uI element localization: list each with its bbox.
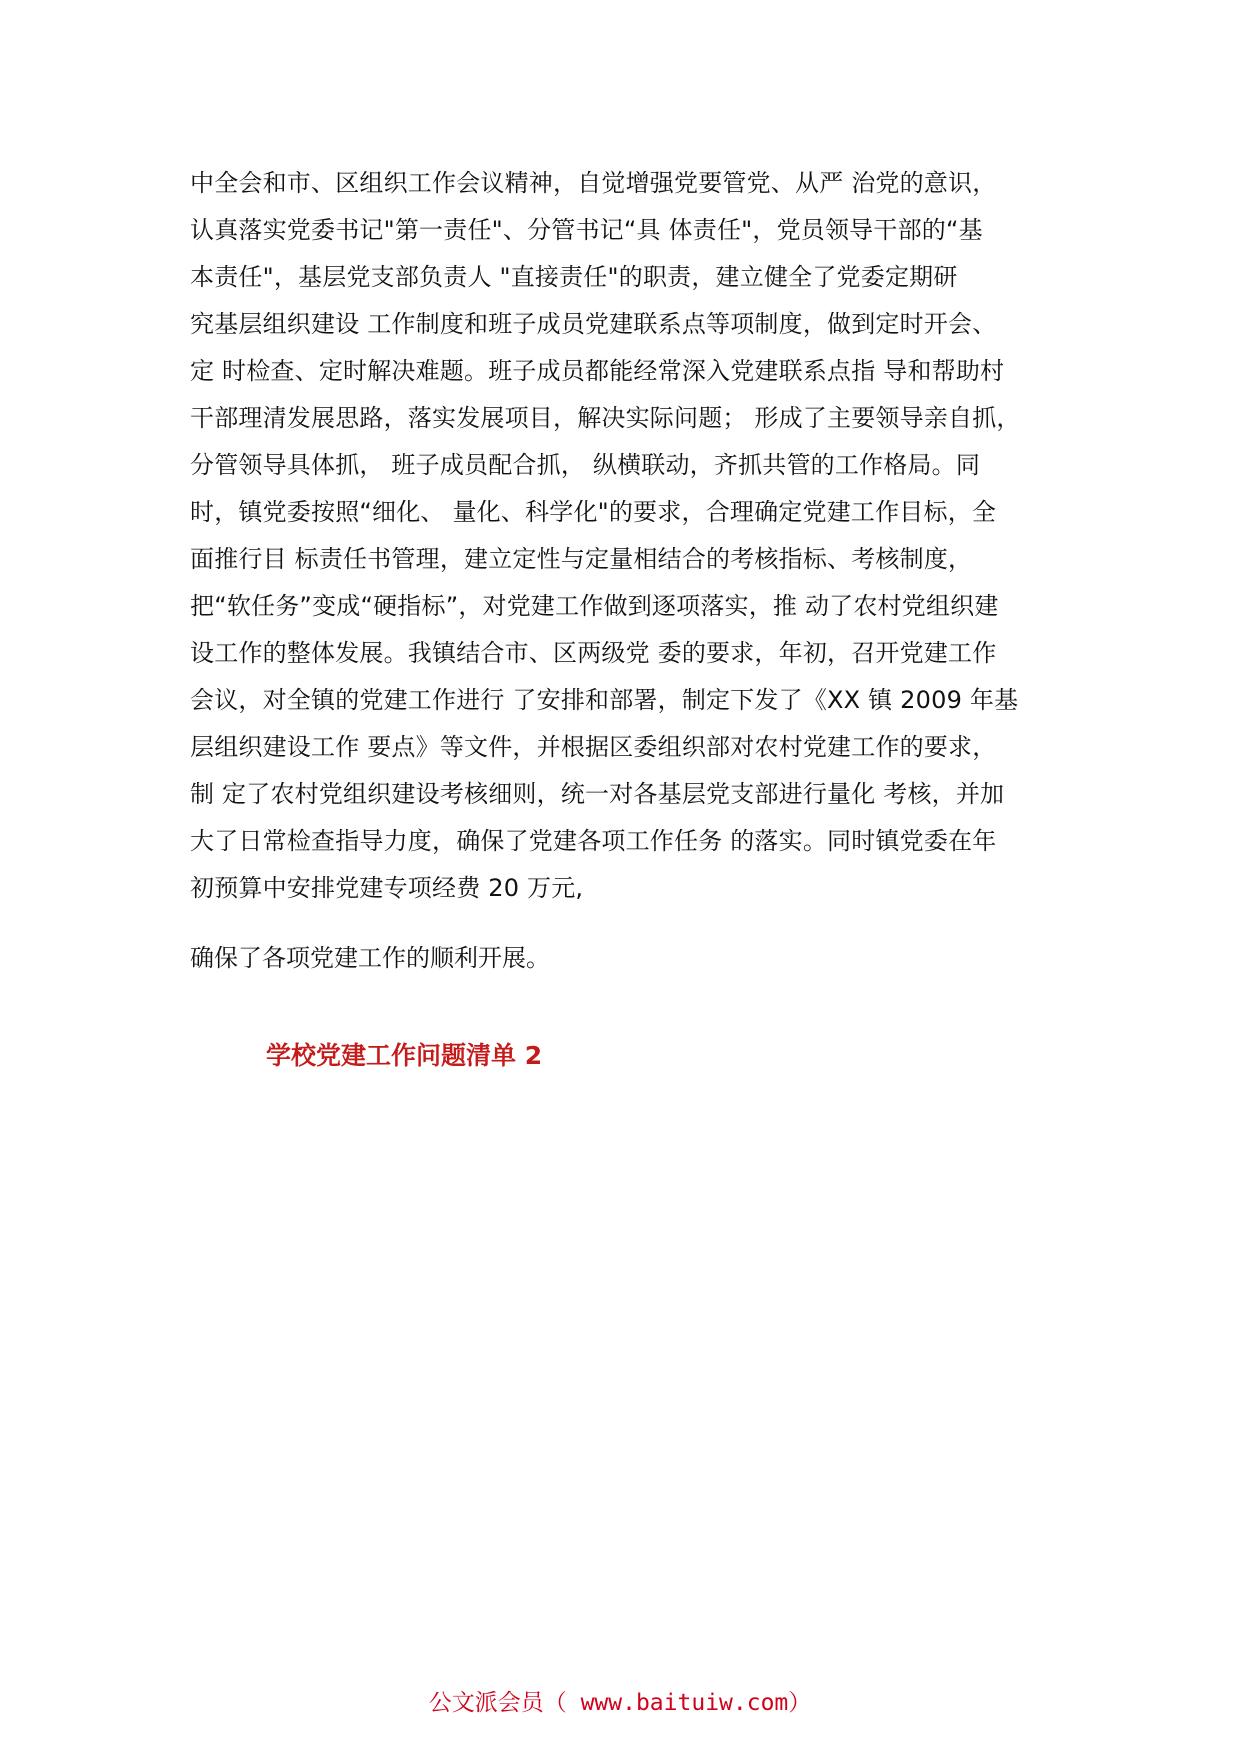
paragraph-line: 制 定了农村党组织建设考核细则，统一对各基层党支部进行量化 考核，并加 <box>190 780 1005 808</box>
body-paragraph <box>190 160 1070 912</box>
paragraph-line: 认真落实党委书记"第一责任"、分管书记“具 体责任"，党员领导干部的“基 <box>190 216 983 244</box>
footer-url[interactable]: （ www.baituiw.com） <box>543 1690 812 1716</box>
paragraph-line: 设工作的整体发展。我镇结合市、区两级党 委的要求，年初，召开党建工作 <box>190 639 997 667</box>
paragraph-line: 本责任"，基层党支部负责人 "直接责任"的职责，建立健全了党委定期研 <box>190 263 958 291</box>
footer-watermark <box>0 1684 1240 1717</box>
paragraph-line: 把“软任务”变成“硬指标”，对党建工作做到逐项落实，推 动了农村党组织建 <box>190 592 999 620</box>
footer-label: 公文派会员 <box>428 1690 544 1716</box>
paragraph-line: 定 时检查、定时解决难题。班子成员都能经常深入党建联系点指 导和帮助村 <box>190 357 1005 385</box>
paragraph-line: 面推行目 标责任书管理，建立定性与定量相结合的考核指标、考核制度， <box>190 545 973 573</box>
paragraph-line: 大了日常检查指导力度，确保了党建各项工作任务 的落实。同时镇党委在年 <box>190 827 997 855</box>
paragraph-line: 初预算中安排党建专项经费 20 万元, <box>190 874 584 902</box>
section-title: 学校党建工作问题清单 2 <box>266 1041 543 1070</box>
paragraph-line: 中全会和市、区组织工作会议精神，自觉增强党要管党、从严 治党的意识， <box>190 169 997 197</box>
paragraph-line: 分管领导具体抓， 班子成员配合抓， 纵横联动，齐抓共管的工作格局。同 <box>190 451 981 479</box>
paragraph-line: 层组织建设工作 要点》等文件，并根据区委组织部对农村党建工作的要求， <box>190 733 997 761</box>
paragraph-line: 究基层组织建设 工作制度和班子成员党建联系点等项制度，做到定时开会、 <box>190 310 997 338</box>
closing-line: 确保了各项党建工作的顺利开展。 <box>190 944 550 972</box>
paragraph-line: 会议，对全镇的党建工作进行 了安排和部署，制定下发了《XX 镇 2009 年基 <box>190 686 1019 714</box>
paragraph-line: 干部理清发展思路，落实发展项目，解决实际问题； 形成了主要领导亲自抓， <box>190 404 1021 432</box>
paragraph-line: 时，镇党委按照“细化、 量化、科学化"的要求，合理确定党建工作目标，全 <box>190 498 997 526</box>
